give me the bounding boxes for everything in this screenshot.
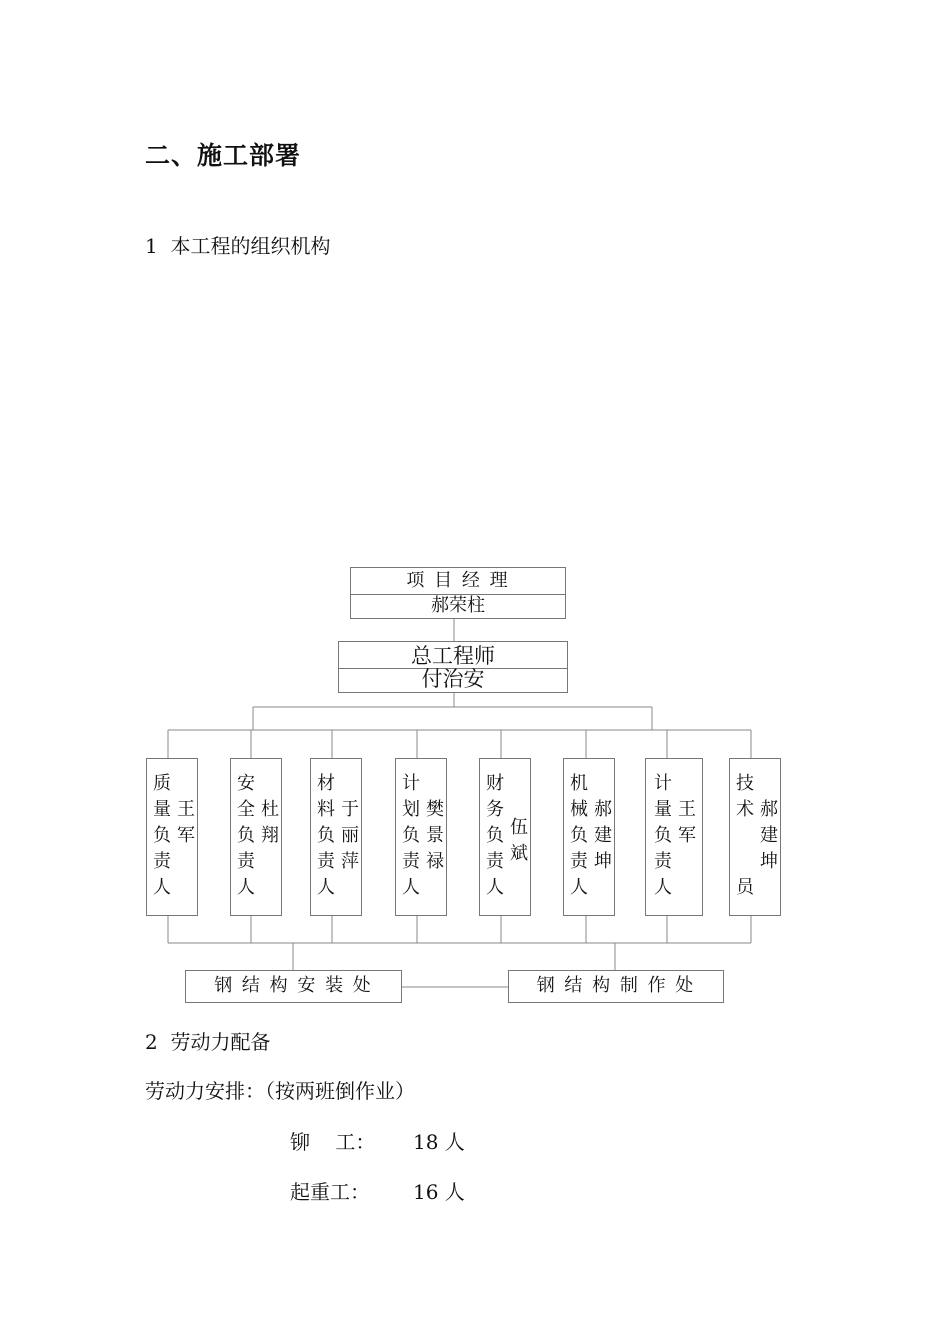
dept-person: 于 丽 萍 <box>341 799 359 872</box>
labor-intro: 劳动力安排：（按两班倒作业） <box>145 1079 415 1103</box>
chief-engineer-name: 付治安 <box>421 667 485 691</box>
subsection-labor-title: 2 劳动力配备 <box>145 1030 271 1054</box>
dept-person: 王 军 <box>678 799 696 846</box>
steel-fabrication-dept: 钢 结 构 制 作 处 <box>508 970 724 1003</box>
dept-person: 杜 翔 <box>261 799 279 846</box>
dept-planning <box>395 758 447 916</box>
dept-role: 计 划 负 责 人 <box>402 773 420 898</box>
dept-role: 财 务 负 责 人 <box>486 773 504 898</box>
dept-safety <box>230 758 282 916</box>
labor-row-value: 16 人 <box>413 1180 465 1204</box>
chief-engineer-box <box>338 641 568 693</box>
project-manager-title: 项 目 经 理 <box>351 568 565 595</box>
dept-technical <box>729 758 781 916</box>
chief-engineer-title: 总工程师 <box>339 642 567 669</box>
dept-person: 王 军 <box>177 799 195 846</box>
dept-role: 技 术 员 <box>736 773 754 898</box>
dept-role: 质 量 负 责 人 <box>153 773 171 898</box>
dept-role: 安 全 负 责 人 <box>237 773 255 898</box>
labor-row-label: 铆 工： <box>290 1130 376 1154</box>
dept-metrology <box>645 758 703 916</box>
steel-installation-dept: 钢 结 构 安 装 处 <box>185 970 402 1003</box>
dept-person: 伍 斌 <box>510 817 528 864</box>
subsection-org-title: 1 本工程的组织机构 <box>145 234 331 258</box>
dept-materials <box>310 758 362 916</box>
dept-person: 郝 建 坤 <box>760 799 778 872</box>
labor-row-value: 18 人 <box>413 1130 465 1154</box>
dept-role: 计 量 负 责 人 <box>654 773 672 898</box>
project-manager-name: 郝荣柱 <box>431 595 485 616</box>
labor-row-label: 起重工： <box>290 1180 370 1204</box>
dept-machinery <box>563 758 615 916</box>
dept-person: 樊 景 禄 <box>426 799 444 872</box>
dept-role: 机 械 负 责 人 <box>570 773 588 898</box>
dept-person: 郝 建 坤 <box>594 799 612 872</box>
section-heading: 二、施工部署 <box>145 141 302 170</box>
dept-finance <box>479 758 531 916</box>
dept-quality <box>146 758 198 916</box>
project-manager-box <box>350 567 566 619</box>
dept-role: 材 料 负 责 人 <box>317 773 335 898</box>
